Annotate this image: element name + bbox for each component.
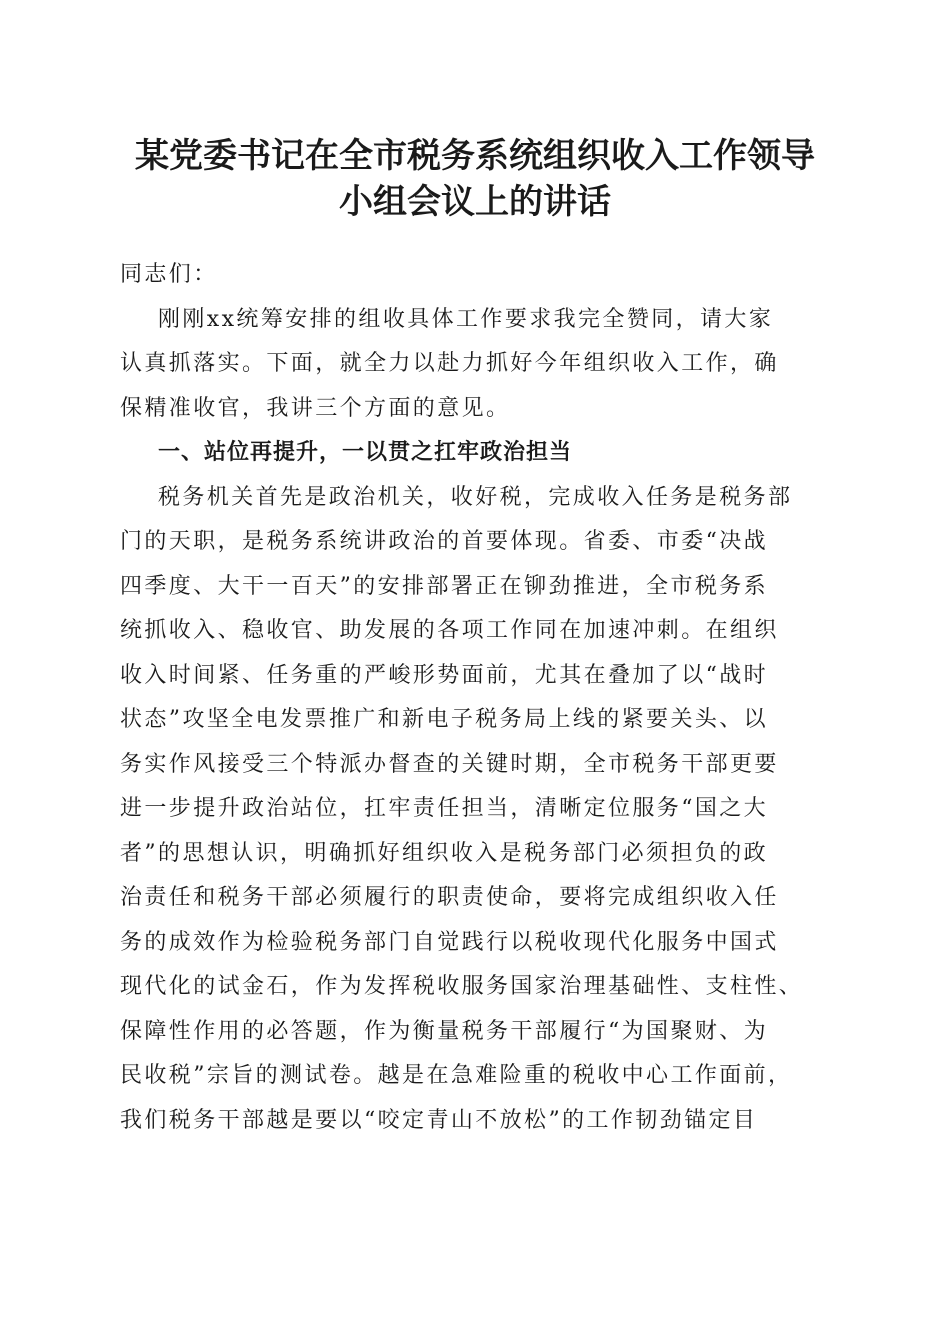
paragraph-line: 收入时间紧、任务重的严峻形势面前，尤其在叠加了以“战时 [120,662,769,688]
title-line-2: 小组会议上的讲话 [339,182,611,222]
paragraph-line: 统抓收入、稳收官、助发展的各项工作同在加速冲刺。在组织 [120,618,779,643]
paragraph-line: 治责任和税务干部必须履行的职责使命，要将完成组织收入任 [120,885,779,910]
paragraph-line: 保障性作用的必答题，作为衡量税务干部履行“为国聚财、为 [120,1018,769,1044]
intro-line: 刚刚xx统筹安排的组收具体工作要求我完全赞同，请大家 [158,306,774,332]
intro-paragraph [120,298,830,432]
document-title [120,133,830,225]
paragraph-line: 者”的思想认识，明确抓好组织收入是税务部门必须担负的政 [120,840,769,866]
salutation: 同志们： [120,262,218,287]
section-1-paragraph [120,476,830,1144]
paragraph-line: 状态”攻坚全电发票推广和新电子税务局上线的紧要关头、以 [120,707,769,732]
paragraph-line: 现代化的试金石，作为发挥税收服务国家治理基础性、支柱性、 [120,974,804,999]
intro-line: 保精准收官，我讲三个方面的意见。 [120,395,511,421]
paragraph-line: 税务机关首先是政治机关，收好税，完成收入任务是税务部 [158,484,793,510]
paragraph-line: 务的成效作为检验税务部门自觉践行以税收现代化服务中国式 [120,929,779,955]
paragraph-line: 进一步提升政治站位，扛牢责任担当，清晰定位服务“国之大 [120,796,769,821]
document-body [120,253,830,1143]
paragraph-line: 我们税务干部越是要以“咬定青山不放松”的工作韧劲锚定目 [120,1107,758,1133]
section-1-heading: 一、站位再提升，一以贯之扛牢政治担当 [158,440,573,465]
title-line-1: 某党委书记在全市税务系统组织收入工作领导 [135,136,815,176]
intro-line: 认真抓落实。下面，就全力以赴力抓好今年组织收入工作，确 [120,351,779,376]
paragraph-line: 务实作风接受三个特派办督查的关键时期，全市税务干部更要 [120,751,779,777]
paragraph-line: 民收税”宗旨的测试卷。越是在急难险重的税收中心工作面前， [120,1063,793,1088]
paragraph-line: 门的天职，是税务系统讲政治的首要体现。省委、市委“决战 [120,529,769,554]
paragraph-line: 四季度、大干一百天”的安排部署正在铆劲推进，全市税务系 [120,573,769,599]
